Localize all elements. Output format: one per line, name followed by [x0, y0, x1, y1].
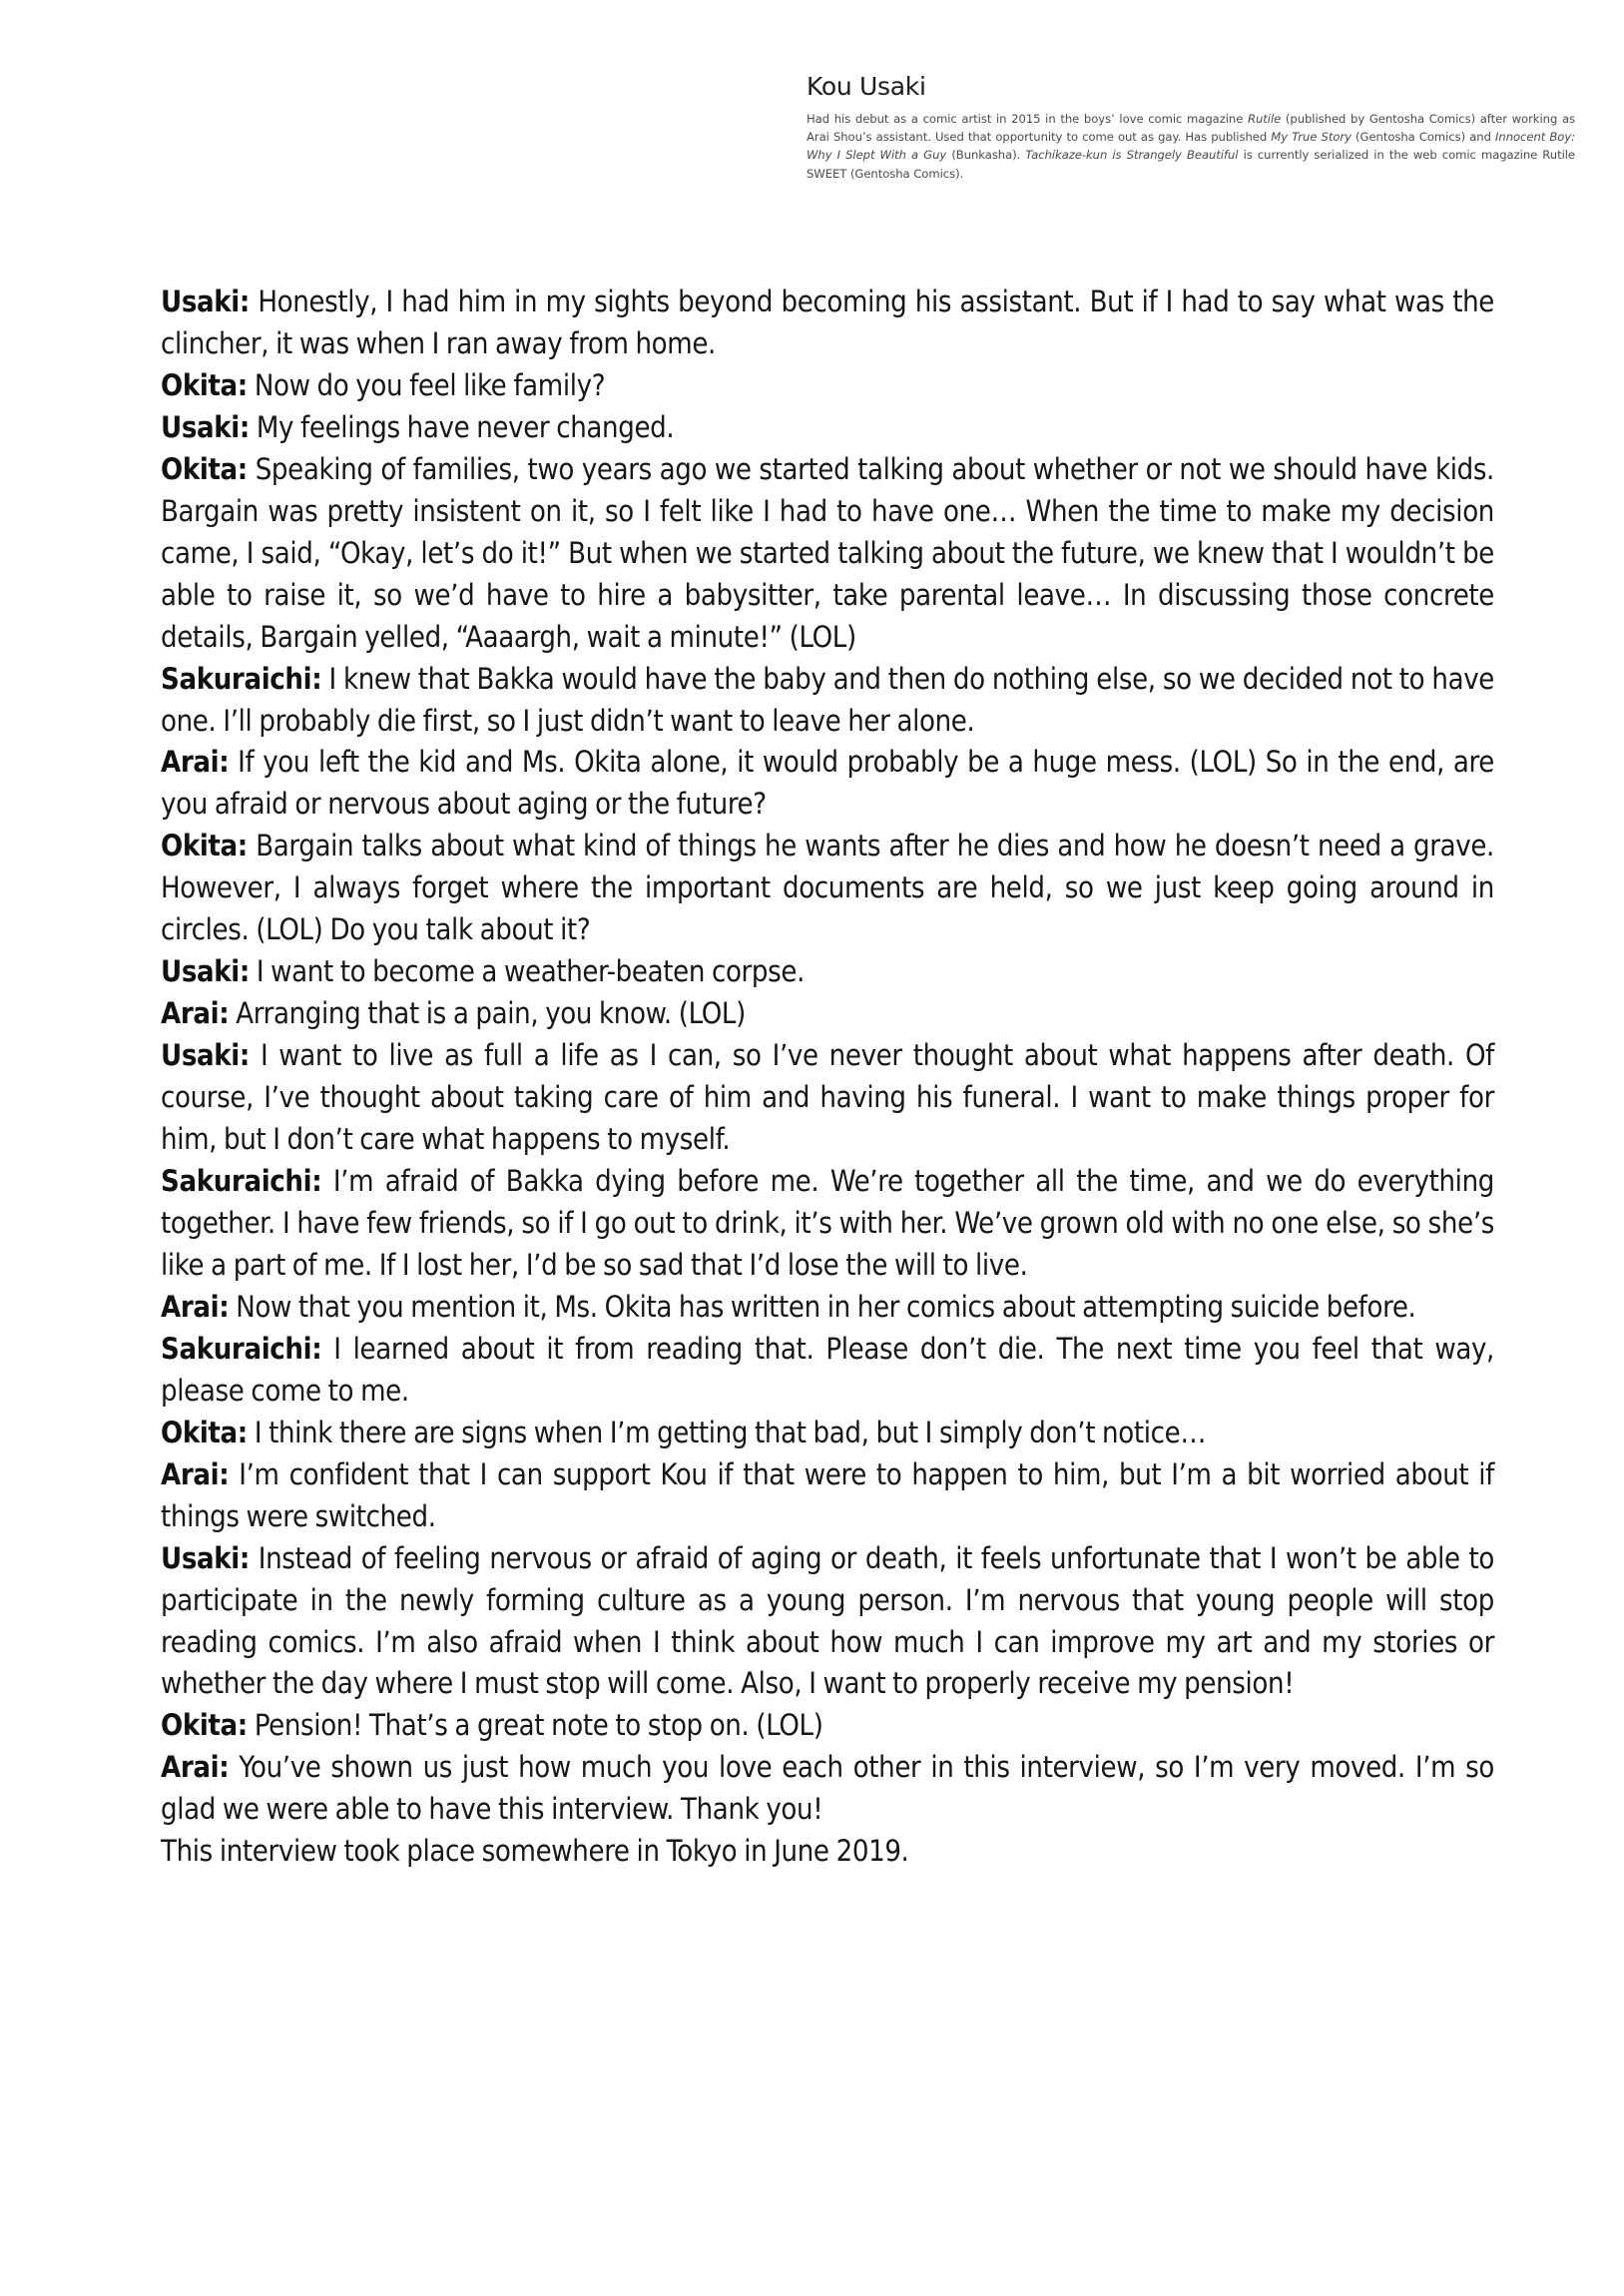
bio-title-my-true-story: My True Story: [1271, 130, 1352, 145]
speech-text: I’m confident that I can support Kou if that were to happen to him, but I’m a bit worried about if things were switched.: [161, 1456, 1494, 1533]
speaker-label: Okita:: [161, 1415, 248, 1449]
speech-text: I think there are signs when I’m getting that bad, but I simply don’t notice…: [254, 1415, 1207, 1449]
bio-title-rutile: Rutile: [1247, 112, 1282, 126]
interview-line: [161, 365, 1494, 407]
speech-text: Now do you feel like family?: [254, 367, 606, 402]
interview-line: [161, 1329, 1494, 1413]
speaker-label: Usaki:: [161, 409, 250, 444]
speech-text: You’ve shown us just how much you love each other in this interview, so I’m very moved. I’m so glad we were able to have this interview. Thank you!: [161, 1750, 1494, 1827]
speech-text: Now that you mention it, Ms. Okita has written in her comics about attempting suicide before.: [236, 1289, 1416, 1324]
interview-transcript: [161, 282, 1494, 1831]
speaker-label: Arai:: [161, 1750, 230, 1785]
speaker-label: Okita:: [161, 829, 248, 863]
interview-line: [161, 1747, 1494, 1831]
speech-text: If you left the kid and Ms. Okita alone, it would probably be a huge mess. (LOL) So in the end, are you afraid or nervous about aging or the future?: [161, 745, 1494, 822]
speaker-label: Okita:: [161, 1708, 248, 1743]
speech-text: Instead of feeling nervous or afraid of aging or death, it feels unfortunate that I won’t be able to participate in the newly forming culture as a young person. I’m nervous that young people will stop reading comics. I’m also afraid when I think about how much I can improve my art and my stories or whether the day where I must stop will come. Also, I want to properly receive my pension!: [161, 1540, 1494, 1701]
interview-line: [161, 1287, 1494, 1329]
bio-segment: (published by Gentosha Comics) after working as Arai Shou’s assistant. Used that opportunity to come out as gay. Has published: [807, 112, 1575, 145]
speaker-label: Usaki:: [161, 954, 250, 989]
speech-text: I learned about it from reading that. Please don’t die. The next time you feel that way, please come to me.: [161, 1331, 1494, 1408]
speaker-label: Okita:: [161, 367, 248, 402]
interview-line: [161, 449, 1494, 659]
interview-line: [161, 1413, 1494, 1454]
interview-line: [161, 1538, 1494, 1706]
interview-line: [161, 1454, 1494, 1538]
speaker-label: Usaki:: [161, 285, 250, 318]
speaker-label: Sakuraichi:: [161, 1331, 322, 1366]
speech-text: Arranging that is a pain, you know. (LOL): [236, 996, 746, 1031]
speech-text: My feelings have never changed.: [256, 409, 675, 444]
interview-line: [161, 951, 1494, 993]
speaker-label: Arai:: [161, 1456, 230, 1491]
speaker-label: Arai:: [161, 745, 230, 780]
interview-line: [161, 993, 1494, 1035]
interview-line: [161, 1705, 1494, 1747]
speaker-label: Sakuraichi:: [161, 661, 322, 696]
interview-line: [161, 282, 1494, 365]
speech-text: I’m afraid of Bakka dying before me. We’re together all the time, and we do everything together. I have few friends, so if I go out to drink, it’s with her. We’ve grown old with no one else, so she’s like a part of me. If I lost her, I’d be so sad that I’d lose the will to live.: [161, 1164, 1494, 1282]
closing-note: This interview took place somewhere in Tokyo in June 2019.: [161, 1834, 909, 1869]
speech-text: I want to become a weather-beaten corpse.: [256, 954, 806, 989]
interview-line: [161, 1161, 1494, 1287]
author-bio: [807, 70, 1575, 183]
interview-line: [161, 826, 1494, 951]
speech-text: Bargain talks about what kind of things he wants after he dies and how he doesn’t need a grave. However, I always forget where the important documents are held, so we just keep going around in circles. (LOL) Do you talk about it?: [161, 829, 1494, 947]
bio-segment: is currently serialized in the web comic magazine Rutile SWEET (Gentosha Comics).: [807, 148, 1575, 181]
interview-line: [161, 742, 1494, 826]
bio-segment: Had his debut as a comic artist in 2015 in the boys’ love comic magazine: [807, 112, 1248, 126]
speaker-label: Usaki:: [161, 1540, 250, 1575]
bio-title-tachikaze-kun: Tachikaze-kun is Strangely Beautiful: [1025, 148, 1239, 163]
speech-text: Honestly, I had him in my sights beyond becoming his assistant. But if I had to say what was the clincher, it was when I ran away from home.: [161, 285, 1494, 360]
speech-text: I want to live as full a life as I can, so I’ve never thought about what happens after death. Of course, I’ve thought about taking care of him and having his funeral. I want to make things proper for him, but I don’t care what happens to myself.: [161, 1038, 1494, 1157]
speaker-label: Sakuraichi:: [161, 1164, 322, 1199]
interview-line: [161, 407, 1494, 449]
speech-text: I knew that Bakka would have the baby and then do nothing else, so we decided not to have one. I’ll probably die first, so I just didn’t want to leave her alone.: [161, 661, 1494, 738]
interview-line: [161, 1035, 1494, 1161]
speech-text: Speaking of families, two years ago we started talking about whether or not we should have kids. Bargain was pretty insistent on it, so I felt like I had to have one… When the time to make my decision came, I said, “Okay, let’s do it!” But when we started talking about the future, we knew that I wouldn’t be able to raise it, so we’d have to hire a babysitter, take parental leave… In discussing those concrete details, Bargain yelled, “Aaaargh, wait a minute!” (LOL): [161, 451, 1494, 654]
interview-body: [161, 282, 1494, 1873]
bio-title-innocent-boy: Innocent Boy: Why I Slept With a Guy: [807, 130, 1575, 163]
speech-text: Pension! That’s a great note to stop on. (LOL): [254, 1708, 823, 1743]
speaker-label: Arai:: [161, 1289, 230, 1324]
speaker-label: Usaki:: [161, 1038, 250, 1073]
interview-line: [161, 659, 1494, 743]
author-name: Kou Usaki: [807, 72, 926, 101]
author-bio-text: [807, 110, 1575, 183]
speaker-label: Arai:: [161, 996, 230, 1031]
speaker-label: Okita:: [161, 451, 248, 486]
bio-segment: (Gentosha Comics) and: [1351, 130, 1496, 145]
bio-segment: (Bunkasha).: [946, 148, 1026, 163]
